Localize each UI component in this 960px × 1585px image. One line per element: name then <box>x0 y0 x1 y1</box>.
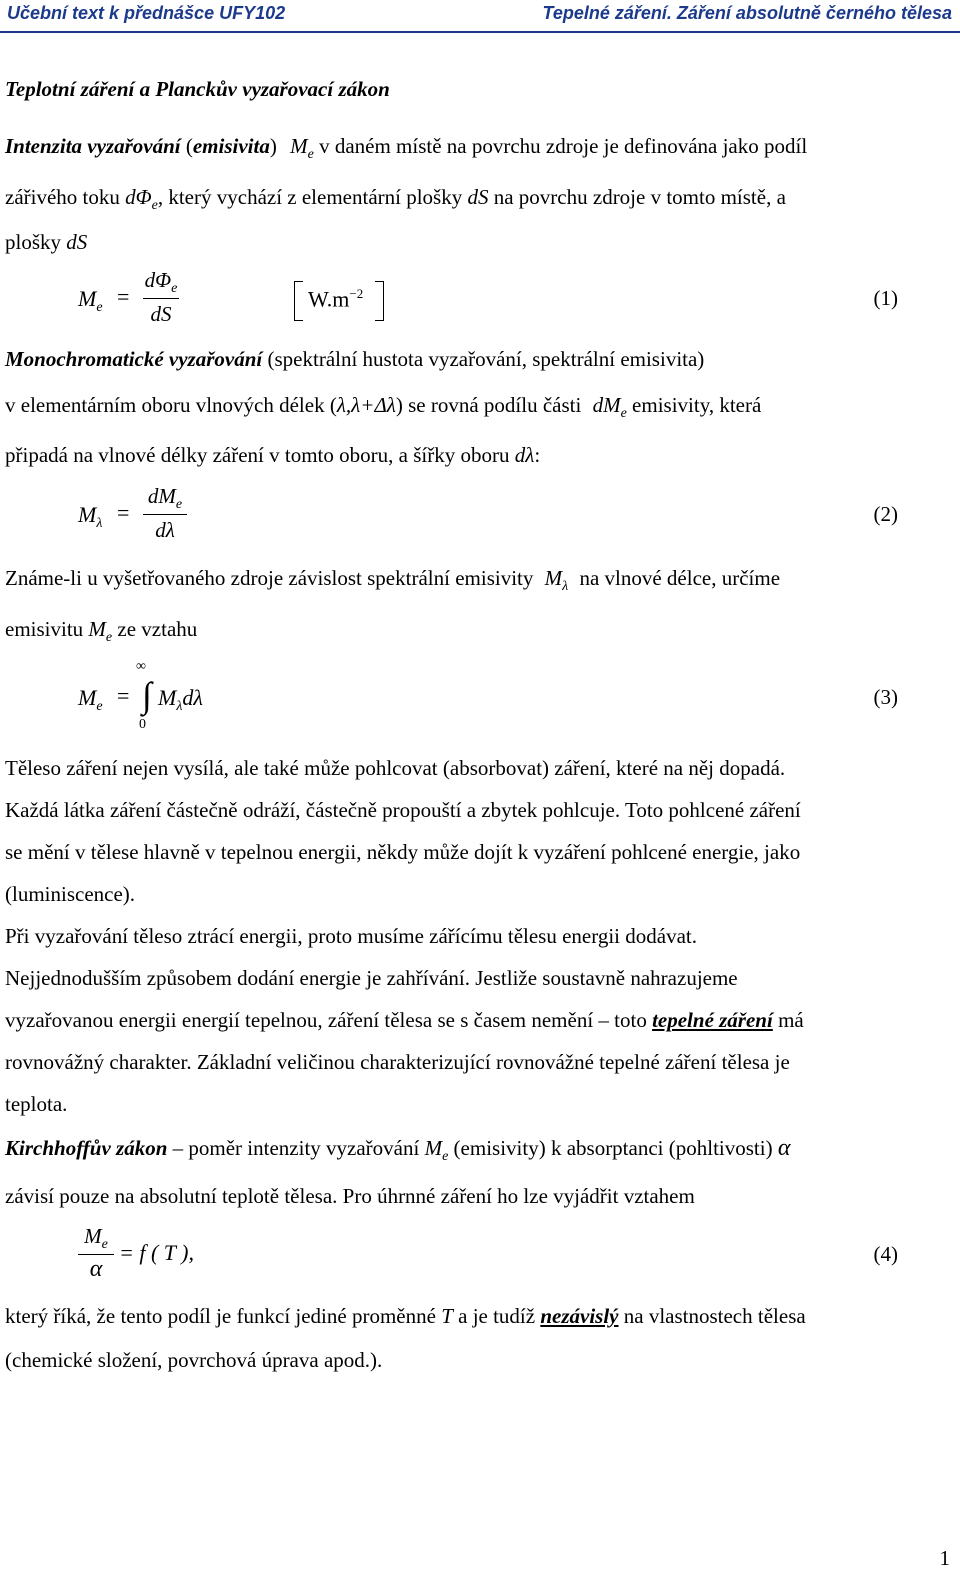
p1-ds: dS <box>467 185 489 209</box>
eq2-num: dM <box>147 484 176 508</box>
p6-line1 <box>5 1135 790 1170</box>
p4-line: Nejjednodušším způsobem dodání energie je zahřívání. Jestliže soustavně nahrazujeme <box>5 966 738 990</box>
p3-symbol2: M <box>88 617 106 641</box>
eq2-denominator: dλ <box>155 518 175 542</box>
section-title: Teplotní záření a Planckův vyzařovací zákon <box>5 77 390 101</box>
p3-line2 <box>5 616 197 651</box>
integral-icon: ∫ <box>142 675 152 715</box>
eq2-numerator <box>143 484 187 513</box>
p5-line3: teplota. <box>5 1092 68 1116</box>
eq3-integrand-sub: λ <box>176 699 183 714</box>
p1-line3a: plošky <box>5 230 67 254</box>
p1-symbol-sub: e <box>307 147 314 162</box>
eq2-fraction <box>143 484 187 546</box>
header-divider <box>0 31 960 33</box>
eq3-upper-limit: ∞ <box>136 659 146 674</box>
p4-line: Těleso záření nejen vysílá, ale také může pohlcovat (absorbovat) záření, které na něj dopadá. <box>5 756 786 780</box>
p1-term2: emisivita <box>192 134 270 158</box>
p6-line2: závisí pouze na absolutní teplotě tělesa. Pro úhrnné záření ho lze vyjádřit vztahem <box>5 1184 695 1208</box>
eq3-lhs-sub: e <box>96 699 103 714</box>
p2-term: Monochromatické vyzařování <box>5 347 263 371</box>
p3-line1 <box>5 565 780 600</box>
eq1-number: (1) <box>873 286 898 310</box>
p3-symbol-sub: λ <box>562 579 569 594</box>
p5-term: tepelné záření <box>652 1008 773 1032</box>
p7-T: T <box>441 1304 453 1328</box>
p3-symbol2-sub: e <box>105 630 113 645</box>
eq3-lower-limit: 0 <box>139 717 146 732</box>
p1-line3b: dS <box>66 230 88 254</box>
eq1-bracket-left <box>294 281 303 321</box>
p2-line3c: : <box>534 443 541 467</box>
eq1-num-sub: e <box>171 281 178 296</box>
p6-line1b: (emisivity) k absorptanci (pohltivosti) <box>448 1136 778 1160</box>
p7-line1b: a je tudíž <box>452 1304 541 1328</box>
eq3-equals: = <box>117 683 130 708</box>
eq1-fraction <box>143 268 179 330</box>
p1-line3 <box>5 229 87 255</box>
eq3-number: (3) <box>873 685 898 709</box>
p2-line3b: dλ <box>514 443 535 467</box>
eq3-dlambda: dλ <box>182 685 203 710</box>
p6-line1a: – poměr intenzity vyzařování <box>167 1136 425 1160</box>
p5-line1a: vyzařovanou energii energií tepelnou, záření tělesa se s časem nemění – toto <box>5 1008 653 1032</box>
p1-symbol: M <box>290 134 308 158</box>
eq4-num: M <box>84 1224 102 1248</box>
p1-line2a: zářivého toku <box>5 185 126 209</box>
p7-line2: (chemické složení, povrchová úprava apod.). <box>5 1348 383 1372</box>
p5-line2: rovnovážný charakter. Základní veličinou charakterizující rovnovážné tepelné záření tělesa je <box>5 1050 790 1074</box>
p2-line2 <box>5 392 761 427</box>
eq1-num: dΦ <box>144 268 172 292</box>
eq4-fraction <box>78 1224 114 1286</box>
p7-line1 <box>5 1303 806 1329</box>
p3-symbol: M <box>544 566 563 590</box>
eq1-unit <box>308 286 363 312</box>
eq2-equals: = <box>117 500 130 525</box>
p1-line2c: na povrchu zdroje v tomto místě, a <box>488 185 786 209</box>
eq2-number: (2) <box>873 502 898 526</box>
eq1-numerator <box>143 268 179 297</box>
p5-line1 <box>5 1007 804 1033</box>
eq1-lhs-sub: e <box>96 300 103 315</box>
p1-paren-open: ( <box>180 134 193 158</box>
p2-line1 <box>5 346 704 372</box>
p4-line: se mění v tělese hlavně v tepelnou energii, někdy může dojít k vyzáření pohlcené energie, jako <box>5 840 801 864</box>
eq3-integrand-M: M <box>158 685 177 710</box>
p1-dphi-sub: e <box>151 198 158 213</box>
eq1-unit-text: W.m <box>308 286 350 312</box>
p4-line: Každá látka záření částečně odráží, částečně propouští a zbytek pohlcuje. Toto pohlcené záření <box>5 798 801 822</box>
eq4-numerator <box>78 1224 114 1253</box>
p3-line2a: emisivitu <box>5 617 89 641</box>
p6-term: Kirchhoffův zákon <box>5 1136 168 1160</box>
eq4-number: (4) <box>873 1242 898 1266</box>
eq4-num-sub: e <box>101 1237 108 1252</box>
eq2-fraction-bar <box>143 514 187 515</box>
eq1-bracket-right <box>375 281 384 321</box>
p2-line2c: ) se rovná podílu části <box>395 393 587 417</box>
p2-line3a: připadá na vlnové délky záření v tomto oboru, a šířky oboru <box>5 443 515 467</box>
p1-dphi: dΦ <box>125 185 152 209</box>
eq4-rhs: = f ( T ), <box>119 1240 194 1265</box>
page-number: 1 <box>939 1546 950 1570</box>
p7-term: nezávislý <box>540 1304 619 1328</box>
eq1-lhs-M: M <box>78 286 97 311</box>
p4-line: (luminiscence). <box>5 882 136 906</box>
p6-symbol-sub: e <box>442 1149 449 1164</box>
eq2-lhs <box>78 502 102 532</box>
p3-line1a: Známe-li u vyšetřovaného zdroje závislost spektrální emisivity <box>5 566 539 590</box>
eq3-integrand <box>158 685 203 715</box>
eq1-fraction-bar <box>143 298 179 299</box>
header-right-title: Tepelné záření. Záření absolutně černého tělesa <box>542 3 952 23</box>
page-header <box>0 0 960 33</box>
p6-symbol: M <box>424 1136 443 1160</box>
p1-paren-close: ) <box>269 134 277 158</box>
p7-line1a: který říká, že tento podíl je funkcí jediné proměnné <box>5 1304 442 1328</box>
p5-line1c: má <box>772 1008 804 1032</box>
eq1-unit-exp: −2 <box>349 286 364 301</box>
eq2-lhs-sub: λ <box>96 516 103 531</box>
eq4-denominator: α <box>89 1256 103 1282</box>
p1-line2b: , který vychází z elementární plošky <box>157 185 468 209</box>
p3-line2b: ze vztahu <box>112 617 198 641</box>
header-left-title: Učební text k přednášce UFY102 <box>7 3 286 23</box>
p2-text1: (spektrální hustota vyzařování, spektrální emisivita) <box>262 347 705 371</box>
p2-line3 <box>5 442 540 468</box>
p2-dm-sub: e <box>620 406 627 421</box>
p1-text1: v daném místě na povrchu zdroje je definována jako podíl <box>313 134 808 158</box>
p2-line2a: v elementárním oboru vlnových délek ( <box>5 393 337 417</box>
eq2-lhs-M: M <box>78 502 97 527</box>
eq2-num-sub: e <box>175 497 183 512</box>
p6-alpha: α <box>777 1135 791 1161</box>
eq1-equals: = <box>117 284 130 309</box>
p1-line2 <box>5 184 786 219</box>
p2-line2d: emisivity, která <box>626 393 762 417</box>
p2-line2b: λ,λ+Δλ <box>336 393 396 417</box>
eq1-lhs <box>78 286 103 316</box>
eq3-lhs-M: M <box>78 685 97 710</box>
p3-line1b: na vlnové délce, určíme <box>574 566 781 590</box>
eq3-lhs <box>78 685 103 715</box>
p2-dm: dM <box>592 393 621 417</box>
p1-term: Intenzita vyzařování <box>5 134 181 158</box>
p7-line1c: na vlastnostech tělesa <box>618 1304 806 1328</box>
p4-line: Při vyzařování těleso ztrácí energii, proto musíme zářícímu tělesu energii dodávat. <box>5 924 697 948</box>
eq4-fraction-bar <box>78 1254 114 1255</box>
eq1-denominator: dS <box>150 302 172 326</box>
p1-line1 <box>5 133 807 168</box>
